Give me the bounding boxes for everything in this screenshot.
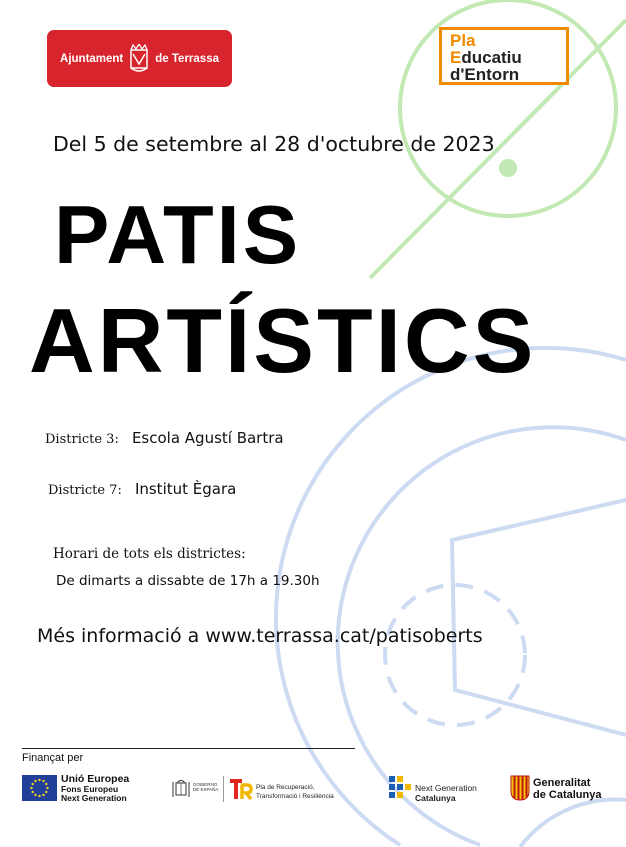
next-generation-catalunya-text: Next Generation Catalunya bbox=[415, 783, 477, 803]
next-generation-catalunya-icon bbox=[389, 776, 411, 800]
title-line-1: PATIS bbox=[54, 188, 302, 281]
crest-icon bbox=[128, 44, 150, 74]
green-dot bbox=[499, 159, 517, 177]
generalitat-logo-icon bbox=[510, 775, 530, 801]
district-venue: Escola Agustí Bartra bbox=[131, 429, 284, 447]
eu-line-3: Next Generation bbox=[61, 793, 127, 803]
blue-arc-large bbox=[276, 348, 626, 845]
eu-flag-icon bbox=[22, 775, 57, 801]
pla-line-2: Educatiu bbox=[450, 48, 522, 67]
gobierno-separator bbox=[223, 776, 224, 802]
ajuntament-terrassa-logo bbox=[47, 30, 232, 87]
district-label: Districte 3: bbox=[45, 432, 119, 447]
eu-funding-text bbox=[61, 775, 129, 804]
eu-line-2: Fons Europeu bbox=[61, 783, 119, 794]
district-venue: Institut Ègara bbox=[134, 480, 237, 498]
pla-educatiu-entorn-logo bbox=[439, 27, 569, 85]
ajuntament-label: Ajuntament bbox=[60, 52, 124, 65]
blue-bottom-arc bbox=[520, 800, 626, 847]
spain-coat-of-arms-icon bbox=[172, 777, 190, 801]
district-label: Districte 7: bbox=[48, 483, 122, 498]
schedule-label: Horari de tots els districtes: bbox=[53, 546, 246, 562]
pla-line-3: d'Entorn bbox=[450, 65, 520, 84]
eu-line-1: Unió Europea bbox=[61, 773, 130, 785]
pla-line-1: Pla bbox=[450, 31, 476, 50]
generalitat-text: Generalitat de Catalunya bbox=[533, 777, 602, 801]
financing-label: Finançat per bbox=[22, 752, 84, 764]
prtr-text: Pla de Recuperació, Transformació i Resiliència bbox=[256, 784, 334, 800]
prtr-logo-icon bbox=[229, 777, 253, 801]
district-row bbox=[45, 428, 284, 447]
more-info-text: Més informació a www.terrassa.cat/patisoberts bbox=[37, 625, 483, 647]
title-line-2: ARTÍSTICS bbox=[29, 291, 537, 392]
blue-key bbox=[452, 500, 626, 735]
terrassa-label: de Terrassa bbox=[155, 52, 219, 65]
date-range: Del 5 de setembre al 28 d'octubre de 2023 bbox=[53, 132, 495, 156]
financing-divider bbox=[22, 748, 355, 749]
schedule-value: De dimarts a dissabte de 17h a 19.30h bbox=[56, 573, 320, 589]
gobierno-text: GOBIERNO DE ESPAÑA bbox=[193, 782, 219, 792]
district-row bbox=[48, 479, 236, 498]
